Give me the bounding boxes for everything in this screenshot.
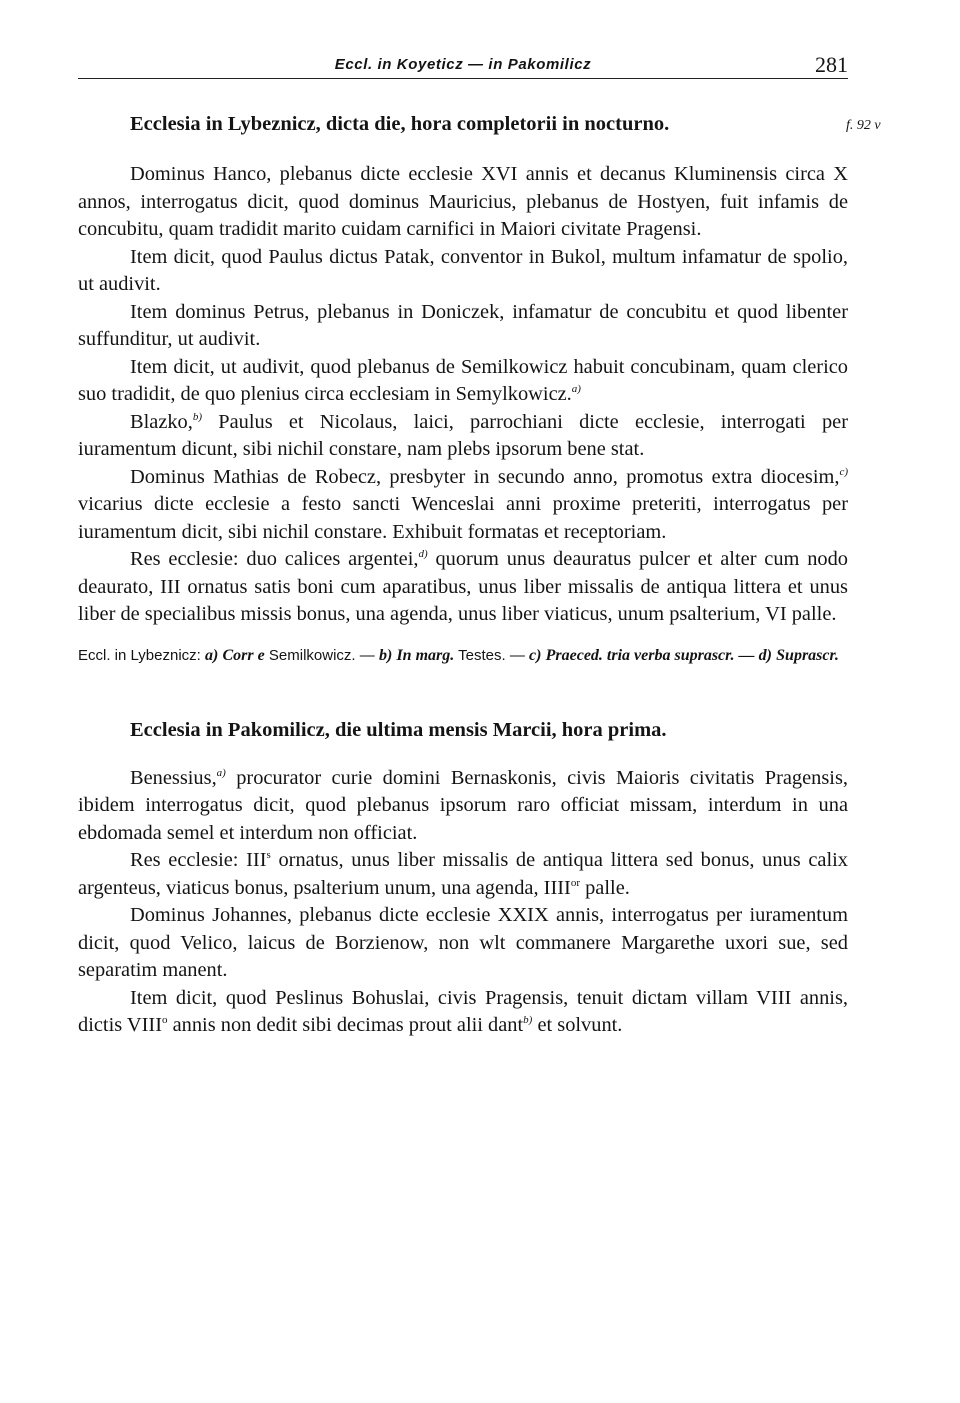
paragraph: Benessius,$^{a)}$ procurator curie domini Bernaskonis, civis Maioris civitatis Pragensis, ibidem interrogatus dicit, quod plebanus ipsorum raro officiat missam, interdum in una ebdomada semel et interdum non officiat. — [78, 766, 848, 844]
paragraph: Item dicit, quod Paulus dictus Patak, conventor in Bukol, multum infamatur de spolio, ut audivit. — [78, 245, 848, 295]
paragraph: Blazko,$^{b)}$ Paulus et Nicolaus, laici, parrochiani dicte ecclesie, interrogati per iuramentum dicunt, sibi nichil constare, nam plebs ipsorum bene stat. — [78, 410, 848, 460]
footnote-ref: d) — [418, 548, 428, 561]
section-heading-lybeznicz — [78, 111, 881, 137]
paragraph: Item dicit, quod Peslinus Bohuslai, civis Pragensis, tenuit dictam villam VIII annis, dictis VIII$^o$ annis non dedit sibi decimas prout alii dant$^{b)}$ et solvunt. — [78, 986, 848, 1036]
section-heading-pakomilicz — [78, 717, 848, 743]
heading-text: Ecclesia in Pakomilicz, die ultima mensis Marcii, hora prima. — [130, 718, 667, 741]
heading-text: Ecclesia in Lybeznicz, dicta die, hora completorii in nocturno. — [130, 113, 670, 135]
footnote-ref: a) — [216, 766, 226, 779]
paragraph: Dominus Johannes, plebanus dicte ecclesie XXIX annis, interrogatus per iuramentum dicit, quod Velico, laicus de Borzienow, non wlt commanere Margarethe uxori sue, sed separatim manent. — [78, 904, 848, 981]
document-page — [78, 52, 881, 1040]
footnote-ref: b) — [192, 410, 203, 423]
paragraph: Dominus Mathias de Robecz, presbyter in secundo anno, promotus extra diocesim,$^{c)}$ vicarius dicte ecclesie a festo sancti Wenceslai anni proxime preteriti, interrogatus per iuramentum dicit, sibi nichil constare. Exhibuit formatas et receptoriam. — [78, 465, 848, 543]
running-title: Eccl. in Koyeticz — in Pakomilicz — [334, 56, 592, 73]
footnote-ref: b) — [523, 1014, 533, 1027]
section-body-pakomilicz — [78, 765, 848, 1040]
superscript: or — [570, 876, 581, 889]
section-body-lybeznicz — [78, 161, 848, 629]
paragraph: Item dicit, ut audivit, quod plebanus de Semilkowicz habuit concubinam, quam clerico suo tradidit, de quo plenius circa ecclesiam in Semylkowicz.$^{a)}$ — [78, 355, 848, 405]
paragraph: Dominus Hanco, plebanus dicte ecclesie XVI annis et decanus Kluminensis circa X annos, interrogatus dicit, quod dominus Mauricius, plebanus de Hostyen, fuit infamis de concubitu, quam tradidit marito cuidam carnifici in Maiori civitate Pragensi. — [78, 163, 848, 240]
folio-marker: f. 92 v — [846, 118, 881, 133]
paragraph: Res ecclesie: III$^s$ ornatus, unus liber missalis de antiqua littera sed bonus, unus calix argenteus, viaticus bonus, psalterium unum, una agenda, $IIII^{or}$ palle. — [78, 849, 848, 899]
paragraph: Res ecclesie: duo calices argentei,$^{d)}$ quorum unus deauratus pulcer et alter cum nodo deaurato, III ornatus satis boni cum aparatibus, unus liber missalis de antiqua littera et unus liber de specialibus missis bonus, una agenda, unus liber viaticus, unum psalterium, VI palle. — [78, 548, 848, 625]
page-number: 281 — [815, 52, 848, 77]
footnote-ref: c) — [839, 465, 848, 478]
apparatus-notes: Eccl. in Lybeznicz: a) Corr e Semilkowicz. — b) In marg. Testes. — c) Praeced. tria verba suprascr. — d) Suprascr. — [78, 646, 839, 664]
superscript: s — [266, 849, 271, 862]
footnote-ref: a) — [571, 383, 581, 396]
running-header — [78, 52, 848, 79]
paragraph: Item dominus Petrus, plebanus in Doniczek, infamatur de concubitu et quod libenter suffunditur, ut audivit. — [78, 300, 848, 350]
superscript: o — [162, 1014, 168, 1027]
